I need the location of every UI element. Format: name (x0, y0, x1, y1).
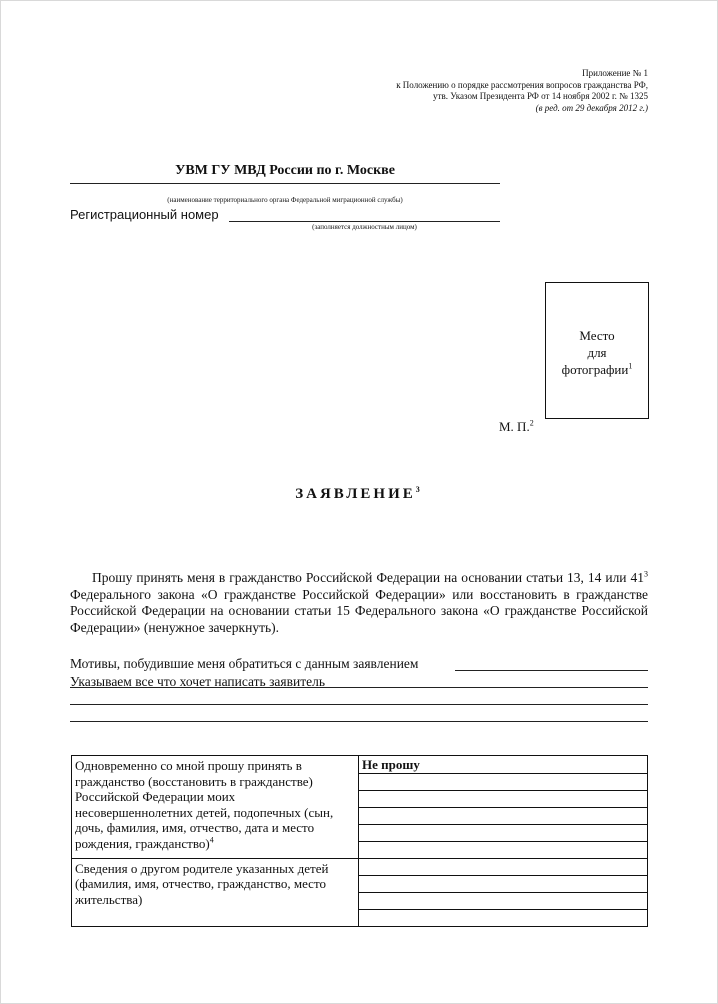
children-value-cell-empty[interactable] (359, 773, 648, 790)
motives-value[interactable]: Указываем все что хочет написать заявитель (70, 674, 326, 689)
other-parent-value-cell[interactable] (359, 858, 648, 875)
motives-field-line-2[interactable] (70, 675, 648, 688)
reg-number-field[interactable] (229, 208, 500, 222)
stamp-place (499, 419, 534, 435)
children-value-cell-empty[interactable] (359, 841, 648, 858)
org-name-underline (70, 183, 500, 184)
children-value-cell-empty[interactable] (359, 807, 648, 824)
appendix-line-4: (в ред. от 29 декабря 2012 г.) (535, 102, 648, 113)
stamp-label: М. П. (499, 419, 530, 434)
children-footnote: 4 (209, 835, 214, 845)
request-footnote: 3 (644, 569, 648, 579)
title-footnote: 3 (415, 485, 423, 494)
photo-footnote: 1 (628, 361, 633, 371)
photo-text-line-2: для (587, 345, 607, 360)
appendix-line-3: утв. Указом Президента РФ от 14 ноября 2002 г. № 1325 (433, 91, 648, 101)
request-text-part-1: Прошу принять меня в гражданство Российской Федерации на основании статьи 13, 14 или 41 (92, 570, 644, 585)
reg-number-label: Регистрационный номер (70, 207, 219, 222)
children-table (71, 755, 648, 927)
photo-text-line-3 (546, 361, 648, 378)
stamp-footnote: 2 (529, 418, 534, 428)
document-title (0, 486, 718, 503)
table-row (72, 756, 648, 774)
motives-field-line-1[interactable] (455, 658, 648, 671)
org-caption: (наименование территориального органа Федеральной миграционной службы) (167, 196, 403, 204)
photo-placeholder-text (546, 327, 648, 378)
photo-text-line-3-text: фотографии (561, 362, 629, 377)
org-name: УВМ ГУ МВД России по г. Москве (175, 163, 395, 178)
appendix-line-2: к Положению о порядке рассмотрения вопросов гражданства РФ, (396, 79, 648, 90)
photo-text-line-1: Место (579, 328, 615, 343)
other-parent-value-cell[interactable] (359, 909, 648, 926)
other-parent-value-cell[interactable] (359, 875, 648, 892)
photo-box (545, 282, 649, 419)
children-label: Одновременно со мной прошу принять в гражданство (восстановить в гражданстве) Российской Федерации моих несовершеннолетних детей, подопечных (сын, дочь, фамилия, имя, отчество, дата и место рождения, гражданство) (75, 758, 334, 851)
children-label-cell (72, 756, 359, 859)
reg-number-caption: (заполняется должностным лицом) (312, 223, 417, 231)
appendix-block (396, 68, 648, 114)
children-value-cell-empty[interactable] (359, 790, 648, 807)
request-text-part-2: Федерального закона «О гражданстве Российской Федерации» или восстановить в гражданстве Российской Федерации на основании статьи 15 Федерального закона «О гражданстве Российской Федерации» (ненужное зачеркнуть). (70, 586, 648, 635)
table-row (72, 858, 648, 875)
children-value-cell-empty[interactable] (359, 824, 648, 841)
other-parent-label-cell: Сведения о другом родителе указанных детей (фамилия, имя, отчество, гражданство, место жительства) (72, 858, 359, 926)
motives-field-line-4[interactable] (70, 709, 648, 722)
document-title-text: ЗАЯВЛЕНИЕ (295, 486, 416, 502)
motives-label: Мотивы, побудившие меня обратиться с данным заявлением (70, 656, 419, 671)
children-value-cell[interactable]: Не прошу (359, 756, 648, 774)
request-paragraph (70, 570, 648, 636)
appendix-line-1: Приложение № 1 (582, 68, 648, 78)
other-parent-value-cell[interactable] (359, 892, 648, 909)
motives-field-line-3[interactable] (70, 692, 648, 705)
